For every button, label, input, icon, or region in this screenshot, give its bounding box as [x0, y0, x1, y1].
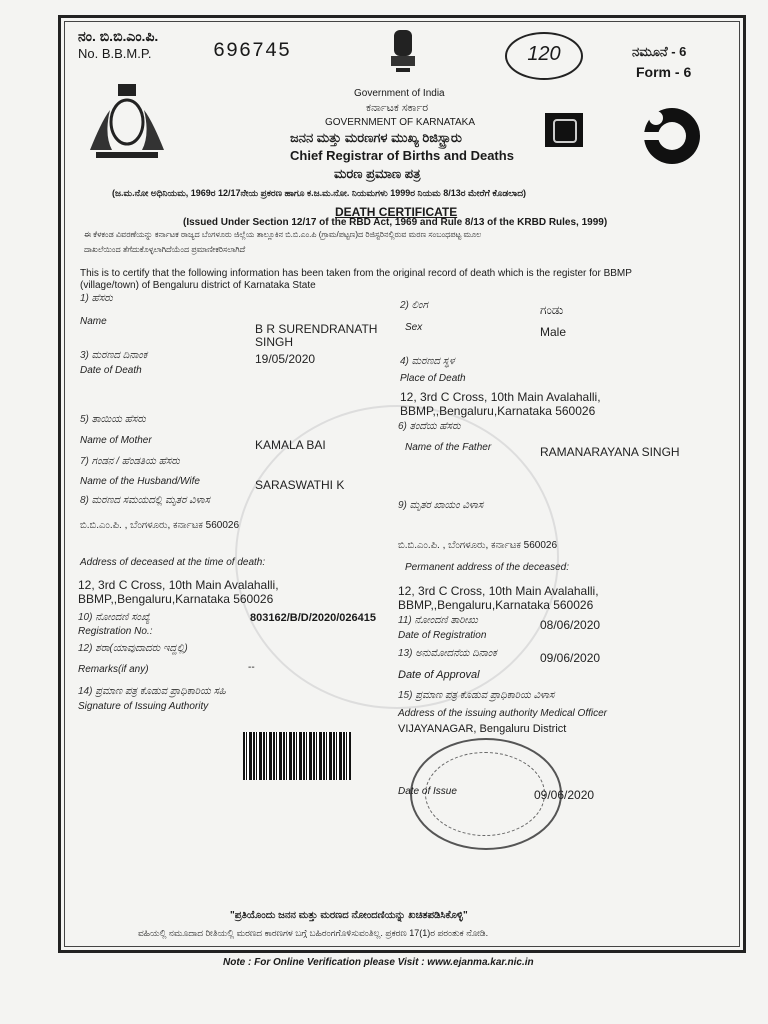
name-value-line1: B R SURENDRANATH — [255, 322, 378, 336]
sex-label: Sex — [405, 322, 423, 333]
verification-note: Note : For Online Verification please Visit : www.ejanma.kar.nic.in — [223, 957, 534, 968]
permanent-value-line1: 12, 3rd C Cross, 10th Main Avalahalli, — [398, 584, 599, 598]
serial-number: 696745 — [213, 40, 292, 63]
circled-number-badge — [505, 32, 583, 80]
approval-label: Date of Approval — [398, 669, 480, 681]
number-label-kn: ನಂ. ಬಿ.ಬಿ.ಎಂ.ಪಿ. — [78, 28, 159, 44]
remarks-value: -- — [248, 662, 255, 673]
gov-karnataka: GOVERNMENT OF KARNATAKA — [325, 117, 476, 128]
issued-under: (Issued Under Section 12/17 of the RBD Act, 1969 and Rule 8/13 of the KRBD Rules, 1999) — [183, 217, 608, 228]
certificate-title-kn: ಮರಣ ಪ್ರಮಾಣ ಪತ್ರ — [334, 166, 421, 181]
spouse-label: Name of the Husband/Wife — [80, 476, 200, 487]
approval-value: 09/06/2020 — [540, 651, 601, 665]
father-value: RAMANARAYANA SINGH — [540, 445, 680, 459]
circled-number: 120 — [527, 43, 561, 65]
gov-karnataka-kn: ಕರ್ನಾಟಕ ಸರ್ಕಾರ — [366, 102, 429, 114]
certificate-title: DEATH CERTIFICATE — [335, 205, 458, 219]
number-label: No. B.B.M.P. — [78, 46, 152, 61]
dod-label-kn: 3) ಮರಣದ ದಿನಾಂಕ — [80, 350, 148, 361]
sex-value-kn: ಗಂಡು — [540, 303, 564, 317]
issue-date-label: Date of Issue — [398, 786, 457, 797]
authority-value: VIJAYANAGAR, Bengaluru District — [398, 723, 567, 735]
barcode — [243, 732, 351, 780]
slogan-kn: "ಪ್ರತಿಯೊಂದು ಜನನ ಮತ್ತು ಮರಣದ ನೋಂದಣಿಯನ್ನು ಖಚಿತಪಡಿಸಿಕೊಳ್ಳಿ" — [230, 910, 468, 921]
address-label: Address of deceased at the time of death: — [80, 557, 266, 568]
qr-seal-icon — [545, 113, 583, 147]
form-label: Form - 6 — [636, 64, 692, 80]
permanent-label: Permanent address of the deceased: — [405, 562, 569, 573]
issued-under-kn: (ಜ.ಮ.ನೋ ಅಧಿನಿಯಮ, 1969ರ 12/17ನೇಯ ಪ್ರಕರಣ ಹಾಗೂ ಕ.ಜ.ಮ.ನೋ. ನಿಯಮಗಳು 1999ರ ನಿಯಮ 8/13ರ ಮೇರೆಗೆ ಕೊಡಲಾದ) — [112, 188, 527, 198]
remarks-label-kn: 12) ಶರಾ(ಯಾವುದಾದರು ಇದ್ದಲ್ಲಿ) — [78, 643, 188, 654]
intro-kn-line2: ದಾಖಲೆಯಿಂದ ತೆಗೆದುಕೊಳ್ಳಲಾಗಿದೆಯೆಂದ ಪ್ರಮಾಣೀಕರಿಸಲಾಗಿದೆ — [84, 245, 246, 254]
spouse-label-kn: 7) ಗಂಡನ / ಹೆಂಡತಿಯ ಹೆಸರು — [80, 456, 180, 467]
disclosure-note-kn: ವಹಿಯಲ್ಲಿ ನಮೂದಾದ ರೀತಿಯಲ್ಲಿ ಮರಣದ ಕಾರಣಗಳ ಬಗ್ಗೆ ಬಹಿರಂಗಗೊಳಿಸುವಂತಿಲ್ಲ. ಪ್ರಕರಣ 17(1)ರ ಪರಂತುಕ ನೋಡಿ. — [138, 928, 489, 938]
ashoka-emblem-icon — [388, 28, 418, 78]
regdate-label: Date of Registration — [398, 630, 487, 641]
spouse-value: SARASWATHI K — [255, 478, 345, 492]
address-value-line2: BBMP,,Bengaluru,Karnataka 560026 — [78, 592, 274, 606]
approval-label-kn: 13) ಅನುಮೋದನೆಯ ದಿನಾಂಕ — [398, 648, 497, 659]
intro-line2: (village/town) of Bengaluru district of Karnataka State — [80, 280, 316, 291]
signature-label-kn: 14) ಪ್ರಮಾಣ ಪತ್ರ ಕೊಡುವ ಪ್ರಾಧಿಕಾರಿಯ ಸಹಿ — [78, 686, 226, 697]
regno-label: Registration No.: — [78, 626, 153, 637]
karnataka-emblem-icon — [82, 80, 172, 164]
mother-label: Name of Mother — [80, 435, 152, 446]
intro-kn-line1: ಈ ಕೆಳಕಂಡ ವಿವರಣೆಯನ್ನು ಕರ್ನಾಟಕ ರಾಜ್ಯದ ಬೆಂಗಳೂರು ಜಿಲ್ಲೆಯ ತಾಲ್ಲೂಕಿನ ಬಿ.ಬಿ.ಎಂ.ಪಿ (ಗ್ರಾಮ/ಪಟ್ಟಣ)ದ ರಿಜಿಸ್ಟರಿನಲ್ಲಿರುವ ಮರಣ ಸಂಬಂಧಪಟ್ಟ ಮೂಲ — [84, 230, 482, 239]
father-label: Name of the Father — [405, 442, 492, 453]
dod-label: Date of Death — [80, 365, 142, 376]
issue-date-value: 09/06/2020 — [534, 788, 595, 802]
name-value-line2: SINGH — [255, 335, 294, 349]
pod-value-line1: 12, 3rd C Cross, 10th Main Avalahalli, — [400, 390, 601, 404]
pod-label-kn: 4) ಮರಣದ ಸ್ಥಳ — [400, 356, 455, 367]
gov-india: Government of India — [354, 88, 445, 99]
registrar-kn: ಜನನ ಮತ್ತು ಮರಣಗಳ ಮುಖ್ಯ ರಿಜಿಸ್ಟ್ರಾರು — [290, 130, 462, 145]
regno-label-kn: 10) ನೋಂದಣಿ ಸಂಖ್ಯೆ — [78, 612, 150, 623]
address-value-line1: 12, 3rd C Cross, 10th Main Avalahalli, — [78, 578, 279, 592]
mother-label-kn: 5) ತಾಯಿಯ ಹೆಸರು — [80, 414, 146, 425]
authority-label-kn: 15) ಪ್ರಮಾಣ ಪತ್ರ ಕೊಡುವ ಪ್ರಾಧಿಕಾರಿಯ ವಿಳಾಸ — [398, 690, 555, 701]
permanent-label-kn: 9) ಮೃತರ ಖಾಯಂ ವಿಳಾಸ — [398, 500, 484, 511]
form-label-kn: ನಮೂನೆ - 6 — [632, 44, 687, 59]
permanent-value-line2: BBMP,,Bengaluru,Karnataka 560026 — [398, 598, 594, 612]
name-label: Name — [80, 316, 107, 327]
name-label-kn: 1) ಹೆಸರು — [80, 293, 113, 304]
permanent-value-kn: ಬಿ.ಬಿ.ಎಂ.ಪಿ. , ಬೆಂಗಳೂರು, ಕರ್ನಾಟಕ 560026 — [398, 540, 558, 551]
signature-label: Signature of Issuing Authority — [78, 701, 209, 712]
sex-value: Male — [540, 325, 567, 339]
address-label-kn: 8) ಮರಣದ ಸಮಯದಲ್ಲಿ ಮೃತರ ವಿಳಾಸ — [80, 495, 210, 506]
regdate-value: 08/06/2020 — [540, 618, 601, 632]
dod-value: 19/05/2020 — [255, 352, 316, 366]
digital-logo-icon — [636, 106, 706, 166]
pod-value-line2: BBMP,,Bengaluru,Karnataka 560026 — [400, 404, 596, 418]
authority-label: Address of the issuing authority Medical Officer — [398, 708, 607, 719]
intro-line1: This is to certify that the following information has been taken from the original record of death which is the register for BBMP — [80, 268, 632, 279]
regdate-label-kn: 11) ನೋಂದಣಿ ತಾರೀಖು — [398, 615, 478, 626]
registrar-title: Chief Registrar of Births and Deaths — [290, 148, 514, 163]
pod-label: Place of Death — [400, 373, 466, 384]
remarks-label: Remarks(if any) — [78, 664, 149, 675]
regno-value: 803162/B/D/2020/026415 — [250, 612, 376, 624]
mother-value: KAMALA BAI — [255, 438, 326, 452]
father-label-kn: 6) ತಂದೆಯ ಹೆಸರು — [398, 421, 461, 432]
sex-label-kn: 2) ಲಿಂಗ — [400, 300, 428, 311]
address-value-kn: ಬಿ.ಬಿ.ಎಂ.ಪಿ. , ಬೆಂಗಳೂರು, ಕರ್ನಾಟಕ 560026 — [80, 520, 240, 531]
